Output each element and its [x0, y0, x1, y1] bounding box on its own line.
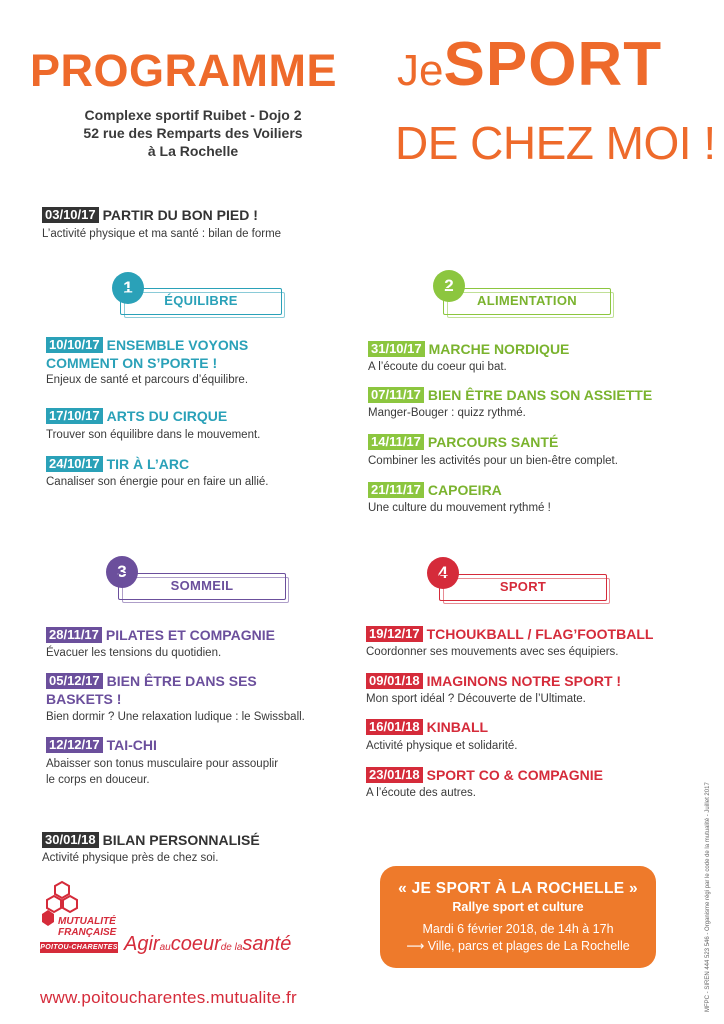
event-title-line [368, 481, 502, 499]
event-date: 14/11/17 [368, 434, 424, 450]
event-description: Activité physique près de chez soi. [42, 852, 219, 864]
event-title: SPORT CO & COMPAGNIE [426, 767, 603, 783]
slogan-part: santé [242, 933, 292, 955]
event-title-line [368, 340, 569, 358]
card-place [380, 938, 656, 953]
slogan-part: au [159, 942, 171, 953]
card-subtitle: Rallye sport et culture [452, 900, 584, 914]
event-title: TAI-CHI [106, 737, 157, 753]
arrow-icon: ⟶ [406, 939, 425, 953]
card-title: « JE SPORT À LA ROCHELLE » [398, 880, 638, 897]
event-description: Coordonner ses mouvements avec ses équipiers. [366, 646, 619, 658]
event-description: Activité physique et solidarité. [366, 740, 518, 752]
event-title-line [46, 336, 306, 372]
event-title-line [366, 766, 603, 784]
event-title-line [46, 455, 189, 473]
mutualite-line: MUTUALITÉ [58, 916, 116, 927]
brand-subline: DE CHEZ MOI ! [395, 117, 716, 169]
theme-number-badge: 4 [427, 557, 459, 589]
theme-number-badge: 1 [112, 272, 144, 304]
card-date: Mardi 6 février 2018, de 14h à 17h [422, 922, 614, 936]
event-description: Manger-Bouger : quizz rythmé. [368, 407, 526, 419]
theme-label-equilibre: ÉQUILIBRE [120, 288, 282, 315]
region-band: POITOU-CHARENTES [40, 944, 118, 951]
event-description: L’activité physique et ma santé : bilan de forme [42, 228, 282, 240]
event-date: 10/10/17 [46, 337, 103, 353]
slogan-part: Agir [124, 933, 160, 955]
event-title-line [46, 407, 227, 425]
theme-number-badge: 2 [433, 270, 465, 302]
event-date: 21/11/17 [368, 482, 424, 498]
event-title-line [368, 386, 652, 404]
event-description: le corps en douceur. [46, 774, 150, 786]
event-date: 03/10/17 [42, 207, 99, 223]
event-title-line [46, 626, 275, 644]
event-description: Bien dormir ? Une relaxation ludique : le Swissball. [46, 711, 305, 723]
event-date: 12/12/17 [46, 737, 103, 753]
event-title-line [46, 672, 296, 708]
rallye-card [380, 866, 656, 968]
event-description: Une culture du mouvement rythmé ! [368, 502, 551, 514]
theme-number-badge: 3 [106, 556, 138, 588]
event-description: Évacuer les tensions du quotidien. [46, 647, 222, 659]
page-title: PROGRAMME [30, 45, 337, 96]
theme-label-sport: SPORT [439, 574, 607, 601]
event-title: TIR À L’ARC [106, 456, 190, 472]
event-title-line [366, 625, 653, 643]
event-date: 09/01/18 [366, 673, 423, 689]
mutualite-name [58, 916, 116, 938]
theme-label-sommeil: SOMMEIL [118, 573, 286, 600]
event-title: BIEN ÊTRE DANS SES BASKETS ! [46, 673, 257, 707]
event-date: 23/01/18 [366, 767, 423, 783]
address-line: 52 rue des Remparts des Voiliers [83, 125, 303, 141]
event-date: 05/12/17 [46, 673, 103, 689]
event-date: 28/11/17 [46, 627, 102, 643]
event-date: 24/10/17 [46, 456, 103, 472]
event-title-line [42, 831, 260, 849]
event-date: 16/01/18 [366, 719, 423, 735]
event-title: PILATES ET COMPAGNIE [105, 627, 275, 643]
address-line: Complexe sportif Ruibet - Dojo 2 [84, 107, 302, 123]
event-description: A l’écoute du coeur qui bat. [368, 361, 507, 373]
event-title-line [368, 433, 558, 451]
event-date: 07/11/17 [368, 387, 424, 403]
brand-headline [397, 30, 663, 99]
event-title: IMAGINONS NOTRE SPORT ! [426, 673, 622, 689]
event-title-line [42, 206, 258, 224]
event-title: BIEN ÊTRE DANS SON ASSIETTE [427, 387, 653, 403]
event-description: Canaliser son énergie pour en faire un allié. [46, 476, 269, 488]
event-description: Combiner les activités pour un bien-être complet. [368, 455, 618, 467]
theme-label-alimentation: ALIMENTATION [443, 288, 611, 315]
address-line: à La Rochelle [147, 143, 239, 159]
event-title: ARTS DU CIRQUE [106, 408, 228, 424]
event-title-line [46, 736, 157, 754]
legal-notice: MFPC - SIREN 444 523 546 - Organisme régi par le code de la mutualité - Juillet 2017 [705, 782, 711, 1012]
event-title: KINBALL [426, 719, 489, 735]
agir-slogan [124, 934, 291, 954]
event-description: Enjeux de santé et parcours d’équilibre. [46, 374, 249, 386]
mutualite-line: FRANÇAISE [58, 927, 117, 938]
slogan-part: coeur [170, 933, 221, 955]
event-description: Trouver son équilibre dans le mouvement. [46, 429, 261, 441]
website-link[interactable]: www.poitoucharentes.mutualite.fr [40, 988, 297, 1007]
event-title-line [366, 718, 488, 736]
event-description: A l’écoute des autres. [366, 787, 476, 799]
venue-address [52, 106, 334, 160]
event-title: ENSEMBLE VOYONS COMMENT ON S’PORTE ! [46, 337, 249, 371]
brand-sport: SPORT [443, 30, 663, 99]
slogan-part: de la [220, 942, 243, 953]
event-title: CAPOEIRA [427, 482, 502, 498]
card-place-text: Ville, parcs et plages de La Rochelle [427, 939, 630, 953]
event-description: Mon sport idéal ? Découverte de l’Ultimate. [366, 693, 586, 705]
event-title: TCHOUKBALL / FLAG’FOOTBALL [426, 626, 654, 642]
event-date: 31/10/17 [368, 341, 425, 357]
event-title: MARCHE NORDIQUE [428, 341, 570, 357]
event-date: 19/12/17 [366, 626, 423, 642]
event-title: BILAN PERSONNALISÉ [102, 832, 260, 848]
event-description: Abaisser son tonus musculaire pour assouplir [46, 758, 279, 770]
event-title-line [366, 672, 621, 690]
event-date: 30/01/18 [42, 832, 99, 848]
event-title: PARCOURS SANTÉ [427, 434, 559, 450]
event-date: 17/10/17 [46, 408, 103, 424]
brand-je: Je [397, 46, 444, 95]
event-title: PARTIR DU BON PIED ! [102, 207, 258, 223]
